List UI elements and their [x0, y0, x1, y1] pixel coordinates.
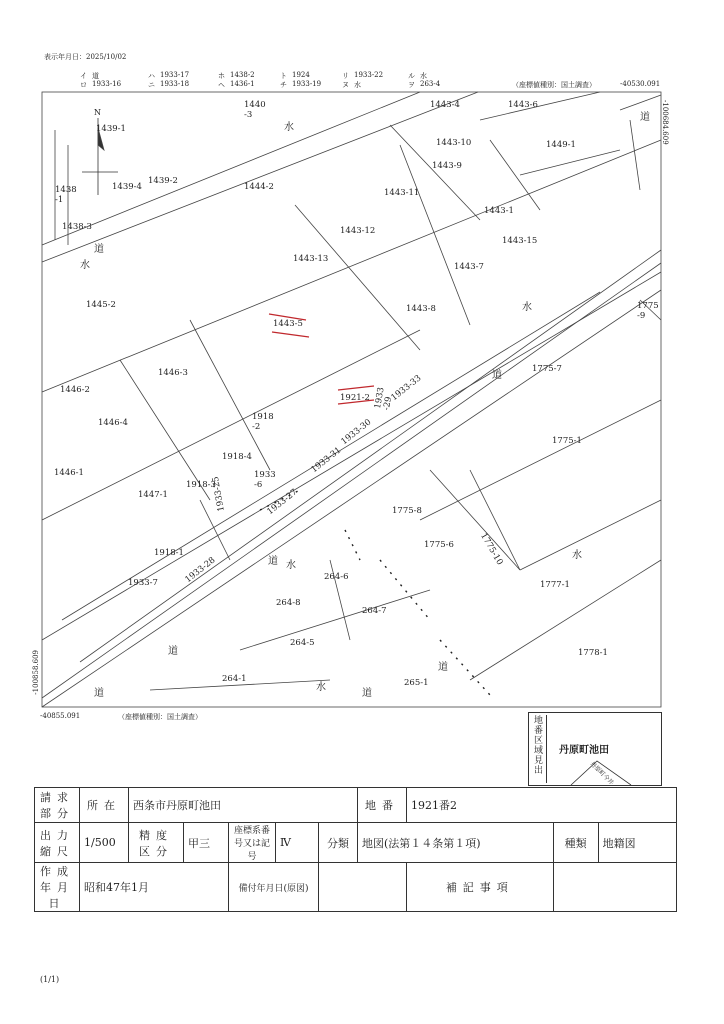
parcel-label: 1775 -9 [637, 301, 659, 321]
area-reference-box [528, 712, 662, 786]
parcel-label: 1775-6 [424, 540, 454, 550]
location-value: 西条市丹原町池田 [129, 788, 358, 823]
reference-title: 地番区域見出 [531, 715, 547, 783]
parcel-label: 1449-1 [546, 140, 576, 150]
legend-value: 水 [420, 72, 427, 80]
parcel-label: 1447-1 [138, 490, 168, 500]
parcel-label: 1918-4 [222, 452, 252, 462]
parcel-label: 1933-7 [128, 578, 158, 588]
requester-label: 請求部分 [35, 788, 80, 823]
legend-key: ル [408, 72, 415, 80]
legend-value: 1438-2 [230, 71, 255, 79]
parcel-label: 264-8 [276, 598, 301, 608]
road-label: 道 [640, 112, 650, 123]
type-value: 地籍図 [598, 823, 676, 863]
class-value: 地図(法第１４条第１項) [358, 823, 554, 863]
road-label: 道 [438, 662, 448, 673]
notes-label: 補記事項 [407, 863, 554, 912]
legend-key: ト [280, 72, 287, 80]
road-label: 道 [492, 370, 502, 381]
legend-value: 1933-19 [292, 80, 322, 88]
parcel-label: 1918-1 [154, 548, 184, 558]
coord-note-bottom: （座標値種別：国土調査） [118, 713, 202, 721]
reference-small: 丹原町今井 [588, 760, 615, 787]
legend-value: 道 [92, 72, 99, 80]
coord-right-side: -100684.609 [661, 100, 669, 145]
road-edge-1 [42, 263, 661, 698]
legend-key: ニ [148, 81, 155, 89]
legend-key: ハ [148, 72, 155, 80]
parcel-label: 1443-4 [430, 100, 460, 110]
road-edge-2 [42, 290, 661, 707]
coord-note-top: （座標値種別：国土調査） [512, 81, 596, 89]
parcel-label: 1439-2 [148, 176, 178, 186]
parcel-label: 1918 -2 [252, 412, 274, 432]
coord-sys-label: 座標系番号又は記号 [229, 823, 276, 863]
made-label: 作成年月日 [35, 863, 80, 912]
parcel-label: 1443-11 [384, 188, 420, 198]
parcel-label: 1443-6 [508, 100, 538, 110]
road-label: 道 [94, 688, 104, 699]
legend-value: 水 [354, 81, 361, 89]
parcel-label: 1440 -3 [244, 100, 266, 120]
legend-key: ロ [80, 81, 87, 89]
parcel-label: 264-6 [324, 572, 349, 582]
parcel-label: 1443-10 [436, 138, 472, 148]
coord-sys-value: Ⅳ [276, 823, 319, 863]
parcel-label: 1439-1 [96, 124, 126, 134]
parcel-label: 1775-7 [532, 364, 562, 374]
parcel-label: 1443-15 [502, 236, 538, 246]
legend-value: 1933-16 [92, 80, 122, 88]
reference-area: 丹原町池田 [559, 745, 609, 756]
parcel-label: 1443-5 [273, 319, 303, 329]
parcel-label: 1443-7 [454, 262, 484, 272]
legend-key: イ [80, 72, 87, 80]
class-label: 分類 [319, 823, 358, 863]
remarks-value [319, 863, 407, 912]
legend-value: 1436-1 [230, 80, 255, 88]
legend-value: 1933-17 [160, 71, 190, 79]
water-label: 水 [316, 682, 326, 693]
parcel-label: 264-5 [290, 638, 315, 648]
precision-value: 甲三 [184, 823, 229, 863]
parcel-label: 1775-8 [392, 506, 422, 516]
strip-parcel-label: 1775-10 [478, 531, 505, 568]
parcel-label: 1443-9 [432, 161, 462, 171]
water-label: 水 [572, 550, 582, 561]
parcel-label: 1443-12 [340, 226, 376, 236]
parcel-label: 1446-2 [60, 385, 90, 395]
north-label: N [94, 108, 101, 117]
parcel-label: 264-7 [362, 606, 387, 616]
strip-parcel-label: 1933-30 [339, 417, 374, 448]
strip-parcel-label: 1933-31 [309, 445, 344, 476]
road-label: 道 [94, 244, 104, 255]
legend-key: チ [280, 81, 287, 89]
notes-value [553, 863, 676, 912]
parcel-label: 1777-1 [540, 580, 570, 590]
strip-parcel-label: 1933 -29 [373, 386, 395, 412]
parcel-label: 1443-8 [406, 304, 436, 314]
parcel-label: 1438 -1 [55, 185, 77, 205]
display-date: 表示年月日：2025/10/02 [44, 53, 127, 61]
lot-value: 1921番2 [407, 788, 677, 823]
water-label: 水 [80, 260, 90, 271]
lot-label: 地番 [358, 788, 407, 823]
type-label: 種類 [553, 823, 598, 863]
legend-value: 263-4 [420, 80, 441, 88]
made-value: 昭和47年1月 [80, 863, 229, 912]
parcel-label: 1438-3 [62, 222, 92, 232]
parcel-label: 264-1 [222, 674, 247, 684]
strip-parcel-label: 1933-27 [265, 487, 300, 518]
info-table [34, 787, 677, 912]
precision-label: 精度区分 [129, 823, 184, 863]
parcel-label: 1445-2 [86, 300, 116, 310]
scale-label: 出力縮尺 [35, 823, 80, 863]
legend-key: ヌ [342, 81, 349, 89]
parcel-label: 1443-13 [293, 254, 329, 264]
strip-parcel-label: 1933-25 [210, 475, 227, 513]
coord-left-side: -100858.609 [32, 650, 40, 695]
road-label: 道 [362, 688, 372, 699]
water-label: 水 [286, 560, 296, 571]
legend-key: ヲ [408, 81, 415, 89]
parcel-label: 1918-3 [186, 480, 216, 490]
legend-key: リ [342, 72, 349, 80]
road-label: 道 [268, 556, 278, 567]
focus-mark-1443-5b [272, 332, 309, 337]
block-line-1 [42, 140, 661, 392]
strip-parcel-label: 1933-28 [183, 555, 218, 586]
water-label: 水 [284, 122, 294, 133]
legend-key: ヘ [218, 81, 225, 89]
parcel-label: 1443-1 [484, 206, 514, 216]
legend-value: 1933-22 [354, 71, 384, 79]
location-label: 所在 [80, 788, 129, 823]
page-number: (1/1) [40, 975, 60, 984]
parcel-label: 1921-2 [340, 393, 370, 403]
parcel-label: 265-1 [404, 678, 429, 688]
parcel-label: 1446-4 [98, 418, 128, 428]
legend-value: 1924 [292, 71, 310, 79]
remarks-label: 備付年月日(原図) [229, 863, 319, 912]
parcel-label: 1446-3 [158, 368, 188, 378]
road-label: 道 [168, 646, 178, 657]
parcel-label: 1778-1 [578, 648, 608, 658]
scale-value: 1/500 [80, 823, 129, 863]
strip-parcel-label: 1933-33 [389, 373, 424, 404]
road-edge-3 [80, 250, 661, 662]
coord-bottom-left: -40855.091 [40, 712, 81, 720]
legend-value: 1933-18 [160, 80, 190, 88]
focus-mark-1921-2 [338, 386, 374, 390]
water-label: 水 [522, 302, 532, 313]
legend-key: ホ [218, 72, 225, 80]
parcel-label: 1775-1 [552, 436, 582, 446]
parcel-label: 1439-4 [112, 182, 142, 192]
parcel-label: 1444-2 [244, 182, 274, 192]
parcel-label: 1933 -6 [254, 470, 276, 490]
coord-top-right: -40530.091 [620, 80, 661, 88]
parcel-label: 1446-1 [54, 468, 84, 478]
